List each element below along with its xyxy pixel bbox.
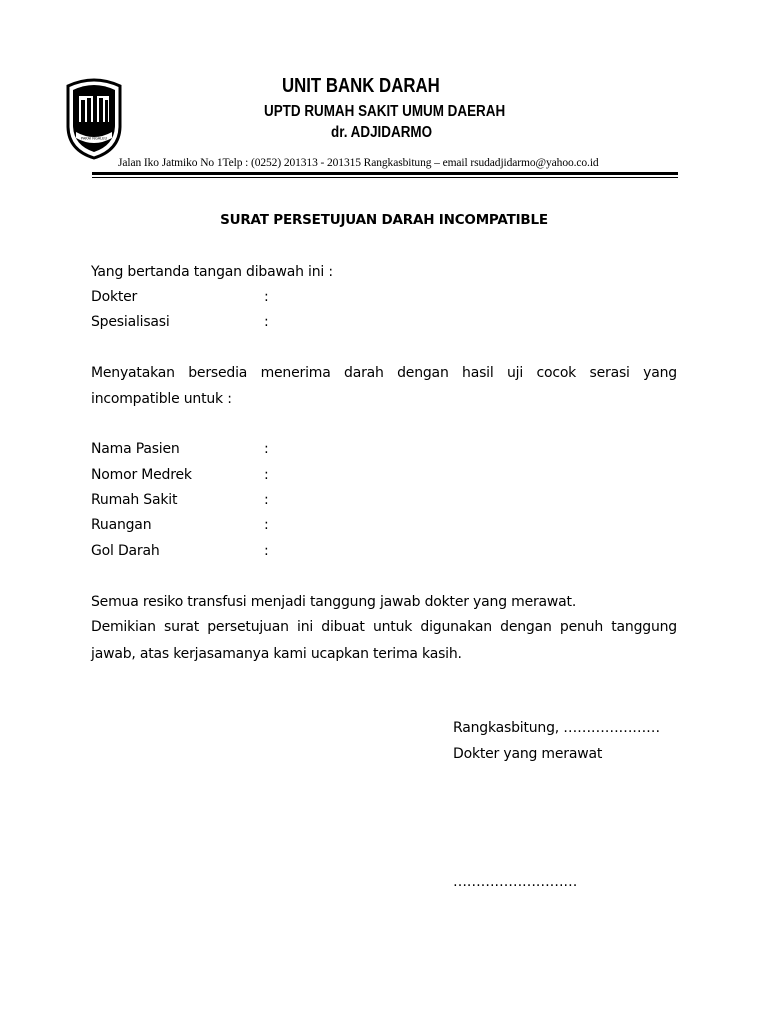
field-label-gol-darah: Gol Darah	[91, 543, 160, 559]
closing-line-2b: jawab, atas kerjasamanya kami ucapkan terima kasih.	[91, 646, 462, 662]
field-label-nomor-medrek: Nomor Medrek	[91, 467, 192, 483]
statement-line-1: Menyatakan bersedia menerima darah dengan hasil uji cocok serasi yang	[91, 365, 677, 381]
field-colon-rumah-sakit: :	[264, 492, 269, 508]
field-label-spesialisasi: Spesialisasi	[91, 314, 170, 330]
field-colon-spesialisasi: :	[264, 314, 269, 330]
signature-name-line: ………………………	[453, 874, 578, 890]
header-title: UNIT BANK DARAH	[282, 75, 440, 97]
hospital-logo	[62, 76, 126, 160]
field-colon-nomor-medrek: :	[264, 467, 269, 483]
field-colon-gol-darah: :	[264, 543, 269, 559]
intro-text: Yang bertanda tangan dibawah ini :	[91, 264, 333, 280]
header-subtitle-line2: dr. ADJIDARMO	[331, 124, 433, 141]
signature-place-date: Rangkasbitung, …………………	[453, 720, 660, 736]
svg-text:PAKAI NGALEU: PAKAI NGALEU	[80, 136, 108, 141]
header-address: Jalan Iko Jatmiko No 1Telp : (0252) 201313 - 201315 Rangkasbitung – email rsudadjidarmo@yahoo.co.id	[118, 157, 599, 169]
field-label-dokter: Dokter	[91, 289, 138, 305]
field-colon-nama-pasien: :	[264, 441, 269, 457]
closing-line-2a: Demikian surat persetujuan ini dibuat untuk digunakan dengan penuh tanggung	[91, 619, 677, 635]
header-rule-thick	[92, 172, 678, 175]
header-rule-thin	[92, 177, 678, 178]
field-colon-dokter: :	[264, 289, 269, 305]
signature-role: Dokter yang merawat	[453, 746, 603, 762]
field-colon-ruangan: :	[264, 517, 269, 533]
header-subtitle-line1: UPTD RUMAH SAKIT UMUM DAERAH	[264, 103, 506, 120]
field-label-nama-pasien: Nama Pasien	[91, 441, 180, 457]
field-label-rumah-sakit: Rumah Sakit	[91, 492, 178, 508]
field-label-ruangan: Ruangan	[91, 517, 152, 533]
document-title: SURAT PERSETUJUAN DARAH INCOMPATIBLE	[220, 212, 548, 228]
statement-line-2: incompatible untuk :	[91, 391, 232, 407]
closing-line-1: Semua resiko transfusi menjadi tanggung jawab dokter yang merawat.	[91, 594, 577, 610]
